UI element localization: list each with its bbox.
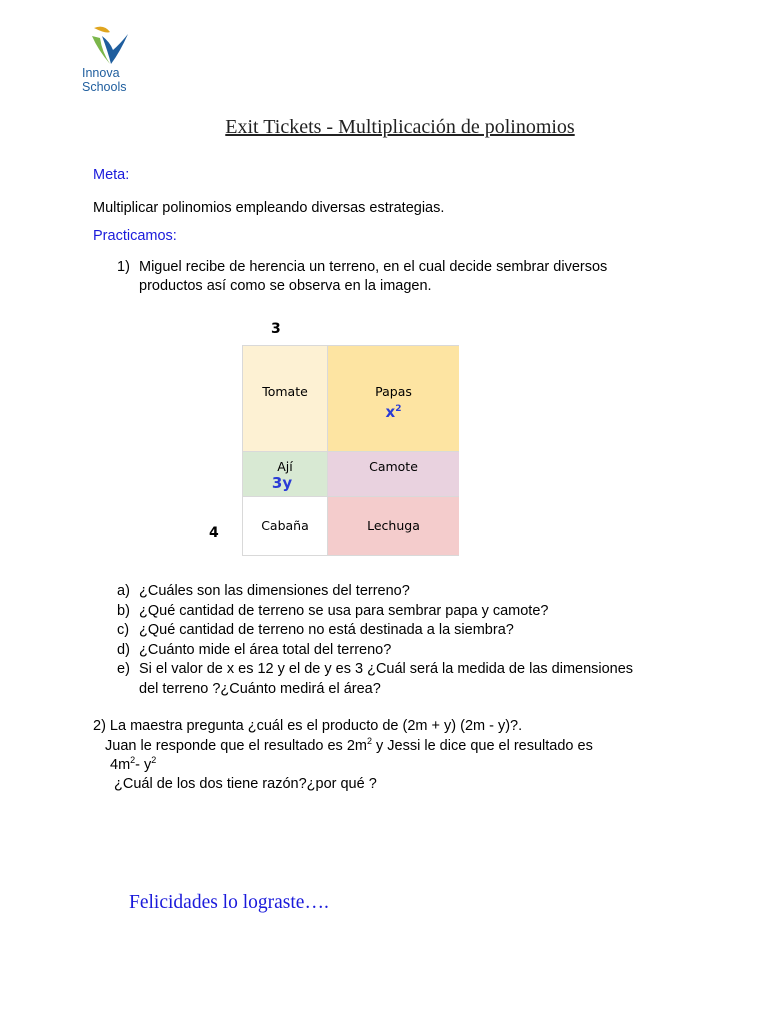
q2-line3-exponent-1: 2 bbox=[130, 755, 136, 766]
question-2-line-3 bbox=[110, 756, 156, 776]
q2-line3-exponent-2: 2 bbox=[151, 755, 157, 766]
subquestion-a bbox=[93, 582, 733, 602]
logo-line-1: Innova bbox=[82, 66, 120, 80]
q2-line2-exponent: 2 bbox=[366, 736, 372, 747]
logo-emblem-icon bbox=[80, 22, 142, 68]
question-2-line-1: 2) La maestra pregunta ¿cuál es el producto de (2m + y) (2m - y)?. bbox=[93, 718, 523, 734]
subquestion-b bbox=[93, 602, 733, 622]
question-1-line-1: Miguel recibe de herencia un terreno, en el cual decide sembrar diversos bbox=[139, 259, 608, 275]
dimension-top-label: 3 bbox=[271, 321, 281, 337]
cell-tomate-label: Tomate bbox=[262, 384, 308, 399]
cell-camote-label: Camote bbox=[369, 459, 418, 474]
papas-expr-base: x bbox=[385, 403, 396, 421]
question-1-line-2: productos así como se observa en la imagen. bbox=[139, 278, 432, 294]
meta-heading: Meta: bbox=[93, 167, 130, 183]
subquestion-text: ¿Qué cantidad de terreno no está destinada a la siembra? bbox=[139, 622, 514, 638]
subquestion-letter: e) bbox=[117, 661, 130, 677]
subquestion-text: Si el valor de x es 12 y el de y es 3 ¿Cuál será la medida de las dimensiones bbox=[139, 661, 634, 677]
logo-line-2: Schools bbox=[82, 80, 127, 94]
subquestion-letter: c) bbox=[117, 622, 130, 638]
dimension-side-label: 4 bbox=[209, 525, 219, 541]
practice-heading: Practicamos: bbox=[93, 228, 177, 244]
cell-papas-expression bbox=[328, 403, 459, 421]
cell-aji-label: Ají bbox=[277, 459, 293, 474]
meta-text: Multiplicar polinomios empleando diversas estrategias. bbox=[93, 200, 445, 216]
question-2-line-4: ¿Cuál de los dos tiene razón?¿por qué ? bbox=[114, 776, 377, 792]
question-2-line-2 bbox=[105, 737, 593, 757]
cell-aji-expression: 3y bbox=[271, 474, 293, 492]
q2-line3-b: - y bbox=[135, 757, 152, 773]
cell-tomate bbox=[242, 345, 328, 451]
cell-lechuga-label: Lechuga bbox=[367, 518, 420, 533]
subquestion-c bbox=[93, 621, 733, 641]
subquestion-text: ¿Cuáles son las dimensiones del terreno? bbox=[139, 583, 410, 599]
cell-papas-label: Papas bbox=[375, 384, 412, 399]
page-title: Exit Tickets - Multiplicación de polinomios bbox=[225, 116, 575, 138]
cell-camote bbox=[328, 451, 459, 496]
subquestion-text: del terreno ?¿Cuánto medirá el área? bbox=[139, 680, 381, 697]
papas-expr-exponent: 2 bbox=[395, 404, 402, 414]
land-diagram bbox=[242, 345, 459, 556]
question-1-number: 1) bbox=[117, 259, 130, 275]
cell-aji bbox=[242, 451, 328, 496]
closing-message: Felicidades lo lograste…. bbox=[129, 892, 329, 913]
subquestion-letter: d) bbox=[117, 641, 130, 658]
subquestion-e bbox=[93, 660, 733, 680]
subquestion-e-continued bbox=[93, 680, 733, 700]
logo-wordmark bbox=[82, 66, 146, 94]
cell-cabana-label: Cabaña bbox=[261, 518, 309, 533]
cell-papas bbox=[328, 345, 459, 451]
subquestion-letter: b) bbox=[117, 602, 130, 619]
subquestion-text: ¿Qué cantidad de terreno se usa para sembrar papa y camote? bbox=[139, 602, 549, 619]
cell-cabana bbox=[242, 496, 328, 556]
cell-lechuga bbox=[328, 496, 459, 556]
subquestion-letter: a) bbox=[117, 583, 130, 599]
subquestion-list bbox=[93, 582, 733, 699]
q2-line2-post: y Jessi le dice que el resultado es bbox=[372, 738, 593, 754]
q2-line2-pre: Juan le responde que el resultado es 2m bbox=[105, 738, 367, 754]
subquestion-text: ¿Cuánto mide el área total del terreno? bbox=[139, 641, 392, 658]
subquestion-d bbox=[93, 641, 733, 661]
q2-line3-a: 4m bbox=[110, 757, 131, 773]
